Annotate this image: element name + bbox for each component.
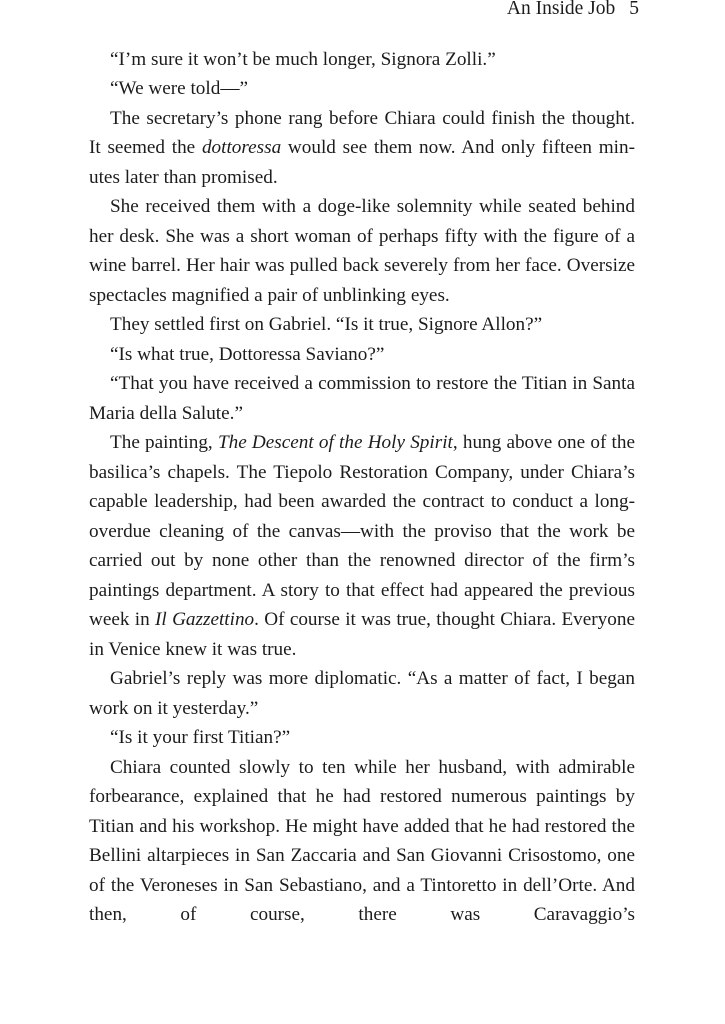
text-run: “I’m sure it won’t be much longer, Signora Zolli.” [110,48,496,70]
text-run: They settled first on Gabriel. “Is it true, Signore Allon?” [110,314,543,335]
paragraph [89,310,635,340]
paragraph [89,753,635,930]
running-title: An Inside Job [506,0,616,19]
page-number: 5 [629,0,639,19]
paragraph [89,192,635,310]
text-run: . Of course it was true, thought Chiara. Everyone in Venice knew it was true. [89,609,635,660]
text-run: The painting, [110,432,218,453]
paragraph [89,664,635,723]
text-run: would see them now. And only fifteen minutes later than promised. [89,137,635,188]
text-run: Gabriel’s reply was more diplomatic. “As a matter of fact, I began work on it yesterday.” [89,668,635,719]
text-run: She received them with a doge-like solemnity while seated behind her desk. She was a short woman of perhaps fifty with the figure of a wine barrel. Her hair was pulled back severely from her face. Oversize spectacles magnified a pair of unblinking eyes. [89,196,635,306]
paragraph [89,369,635,428]
text-run: , hung above one of the basilica’s chapels. The Tiepolo Restoration Company, under Chiara’s capable leadership, had been awarded the contract to conduct a long-overdue cleaning of the canvas—with the proviso that the work be carried out by none other than the renowned director of the firm’s paintings department. A story to that effect had appeared the previous week in [89,432,636,630]
paragraph [89,723,635,753]
paragraph [89,340,635,370]
italic-text: The Descent of the Holy Spirit [217,432,453,453]
text-run: Chiara counted slowly to ten while her husband, with admirable forbearance, explained that he had restored numerous paintings by Titian and his workshop. He might have added that he had restored the Bellini altarpieces in San Zaccaria and San Giovanni Crisostomo, one of the Veroneses in San Sebastiano, and a Tintoretto in dell’Orte. And then, of course, there was Caravaggio’s [89,756,635,925]
paragraph [89,74,635,104]
italic-text: Il Gazzettino [155,609,255,630]
text-run: “Is it your first Titian?” [110,727,291,748]
paragraph [89,428,635,664]
paragraph [89,45,635,75]
text-run: “That you have received a commission to restore the Titian in Santa Maria della Salute.” [89,373,635,424]
paragraph [89,104,635,193]
text-run: “We were told—” [110,78,249,99]
text-run: The secretary’s phone rang before Chiara could finish the thought. It seemed the [89,107,635,158]
text-run: “Is what true, Dottoressa Saviano?” [110,343,385,365]
italic-text: dottoressa [201,137,282,158]
running-head [507,0,639,21]
body-text [89,45,635,930]
